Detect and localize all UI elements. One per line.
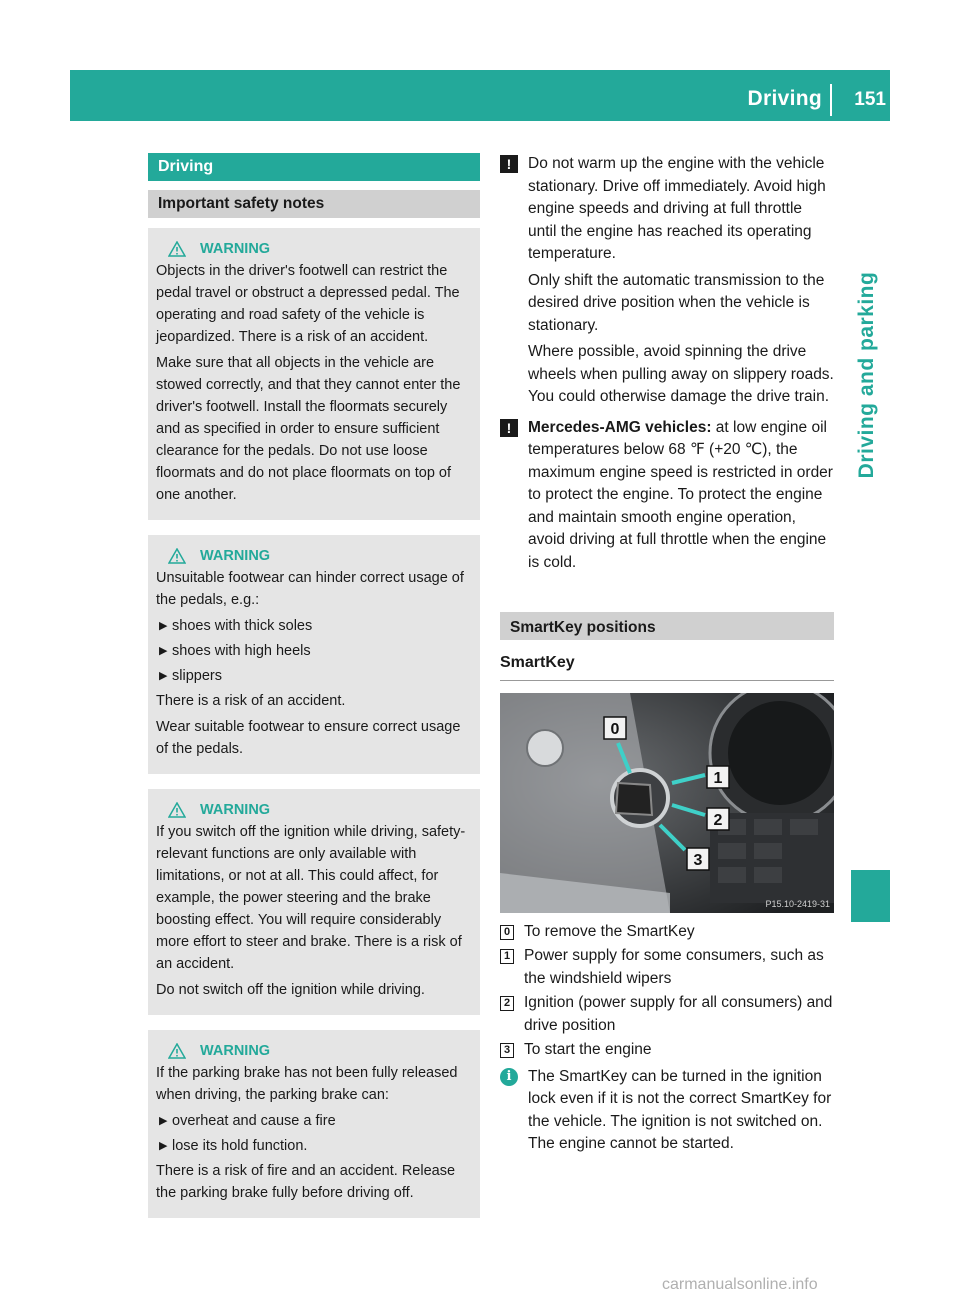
bullet-icon: ▶: [159, 670, 168, 682]
side-chapter-tab: [847, 255, 887, 495]
side-chapter-label: Driving and parking: [855, 271, 878, 479]
warning-text: Make sure that all objects in the vehicle are stowed correctly, and that they cannot enter the driver's footwell. Install the floormats securely and as specified in order to ensure sufficient clearance for the pedals. Do not use loose floormats and do not place floormats on top of one another.: [156, 355, 461, 503]
section-heading-smartkey-positions: SmartKey positions: [500, 612, 834, 640]
note-text: Do not warm up the engine with the vehicle stationary. Drive off immediately. Avoid high engine speeds and driving at full throttle until the engine has reached its operating temperature.: [528, 155, 826, 262]
legend-item: [500, 945, 834, 990]
warning-title: WARNING: [200, 1043, 271, 1059]
info-icon: i: [500, 1068, 518, 1086]
subsection-heading-smartkey: SmartKey: [500, 652, 834, 681]
legend-text: Power supply for some consumers, such as the windshield wipers: [524, 947, 824, 987]
warning-box: [148, 228, 480, 520]
photo-label-3: 3: [693, 851, 703, 869]
warning-text: There is a risk of fire and an accident. Release the parking brake fully before driving off.: [156, 1163, 456, 1201]
caution-note: [500, 417, 834, 579]
info-text: The SmartKey can be turned in the ignition lock even if it is not the correct SmartKey for the vehicle. The ignition is not switched on. The engine cannot be started.: [528, 1067, 832, 1152]
bullet-item: ▶ overheat and cause a fire: [156, 1110, 472, 1132]
legend-item: [500, 992, 834, 1037]
bullet-item: ▶ lose its hold function.: [156, 1135, 472, 1157]
bullet-item: ▶ shoes with high heels: [156, 640, 472, 662]
ignition-illustration: [500, 693, 834, 913]
note-text: at low engine oil temperatures below 68 ℉ (+20 ℃), the maximum engine speed is restricted in order to protect the engine. To protect the engine and maintain smooth engine operation, avoid driving at full throttle when the engine is cold.: [528, 418, 833, 571]
watermark: carmanualsonline.info: [662, 1276, 818, 1293]
bullet-item: ▶ slippers: [156, 665, 472, 687]
photo-label-0: 0: [610, 720, 620, 738]
note-text: Only shift the automatic transmission to the desired drive position when the vehicle is stationary.: [528, 271, 825, 334]
warning-text: Do not switch off the ignition while driving.: [156, 982, 425, 998]
note-text: Where possible, avoid spinning the drive wheels when pulling away on slippery roads. You could otherwise damage the drive train.: [528, 343, 834, 405]
warning-triangle-icon: [168, 548, 186, 564]
legend-key: 1: [500, 949, 514, 964]
warning-title: WARNING: [200, 802, 271, 818]
bullet-icon: ▶: [159, 645, 168, 657]
bullet-icon: ▶: [159, 1115, 168, 1127]
warning-text: Unsuitable footwear can hinder correct usage of the pedals, e.g.:: [156, 570, 464, 608]
exclamation-icon: !: [500, 419, 518, 437]
page-header: [70, 70, 890, 121]
warning-box: [148, 789, 480, 1015]
page-number: 151: [854, 89, 886, 110]
side-chapter-marker: [851, 870, 890, 922]
info-note: [500, 1066, 834, 1156]
legend-key: 0: [500, 925, 514, 940]
photo-label-1: 1: [713, 769, 723, 787]
warning-triangle-icon: [168, 1043, 186, 1059]
warning-triangle-icon: [168, 241, 186, 257]
section-heading-driving: Driving: [148, 153, 480, 181]
bullet-icon: ▶: [159, 620, 168, 632]
photo-code: P15.10-2419-31: [765, 898, 830, 909]
legend-key: 3: [500, 1043, 514, 1058]
header-divider: [830, 84, 832, 116]
legend-item: [500, 921, 834, 944]
bullet-icon: ▶: [159, 1140, 168, 1152]
legend-key: 2: [500, 996, 514, 1011]
header-title: Driving: [747, 87, 822, 110]
caution-note: [500, 153, 834, 413]
warning-box: [148, 535, 480, 774]
legend-text: To start the engine: [524, 1041, 652, 1058]
legend-text: To remove the SmartKey: [524, 922, 695, 940]
smartkey-legend: [500, 921, 834, 1062]
warning-text: There is a risk of an accident.: [156, 693, 346, 709]
legend-text: Ignition (power supply for all consumers) and drive position: [524, 994, 833, 1034]
warning-text: If the parking brake has not been fully released when driving, the parking brake can:: [156, 1065, 458, 1103]
warning-triangle-icon: [168, 802, 186, 818]
warning-box: [148, 1030, 480, 1218]
warning-text: Objects in the driver's footwell can restrict the pedal travel or obstruct a depressed pedal. The operating and road safety of the vehicle is jeopardized. There is a risk of an accident.: [156, 263, 460, 345]
left-column: [148, 153, 480, 1218]
note-lead: Mercedes-AMG vehicles:: [528, 418, 712, 436]
warning-text: Wear suitable footwear to ensure correct usage of the pedals.: [156, 719, 461, 757]
warning-title: WARNING: [200, 548, 271, 564]
right-column: [500, 153, 834, 1156]
warning-title: WARNING: [200, 241, 271, 257]
smartkey-ignition-photo: [500, 693, 834, 913]
legend-item: [500, 1039, 834, 1062]
photo-label-2: 2: [713, 811, 723, 829]
warning-text: If you switch off the ignition while driving, safety-relevant functions are only available with limitations, or not at all. This could affect, for example, the power steering and the brake boosting effect. You will require considerably more effort to steer and brake. There is a risk of an accident.: [156, 824, 466, 972]
subsection-heading-safety: Important safety notes: [148, 190, 480, 218]
exclamation-icon: !: [500, 155, 518, 173]
bullet-item: ▶ shoes with thick soles: [156, 615, 472, 637]
